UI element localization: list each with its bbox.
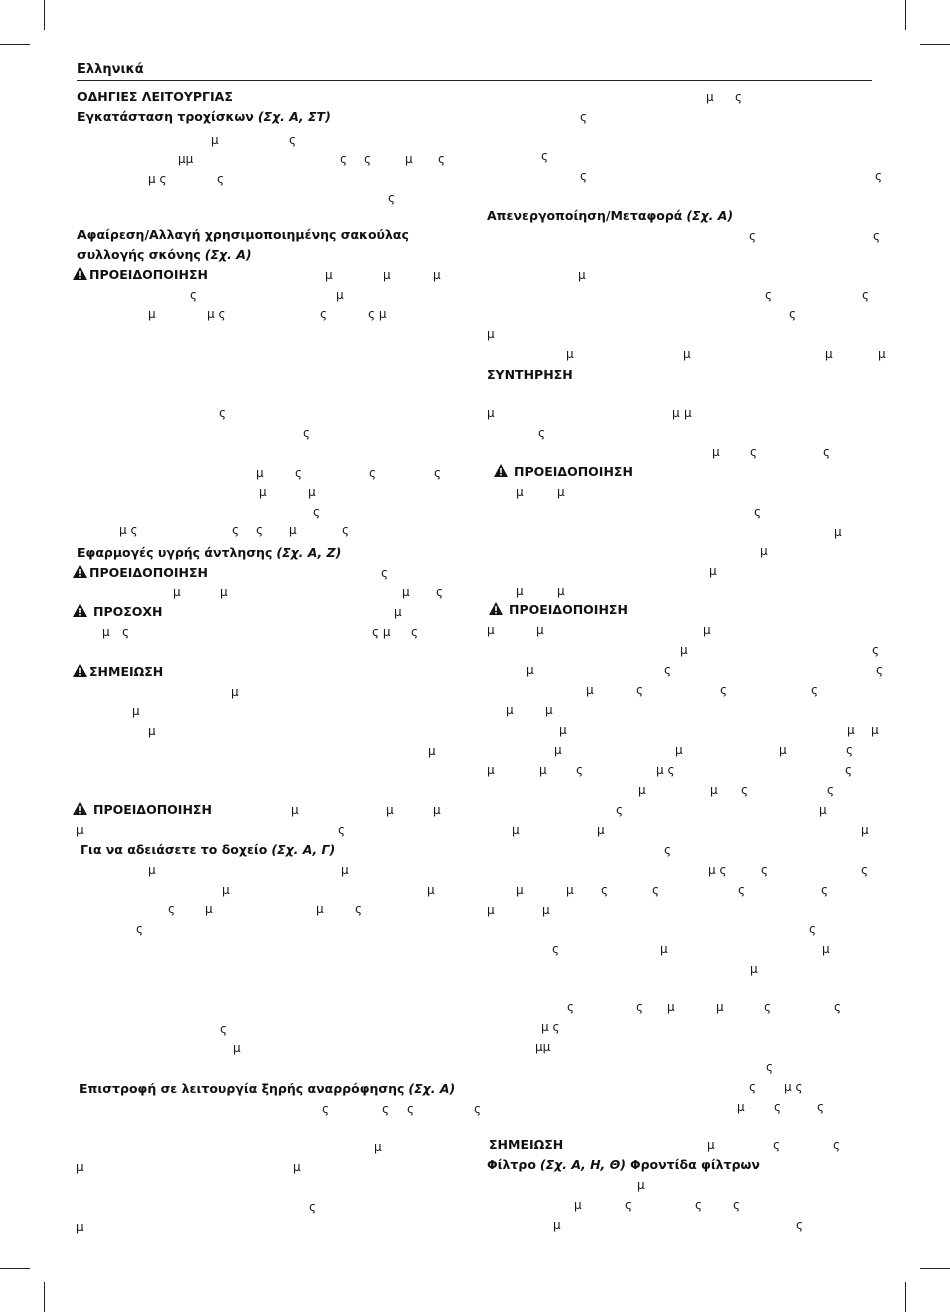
text-fragment: ς bbox=[382, 1102, 390, 1116]
text-fragment: μ bbox=[76, 1220, 84, 1234]
warning-triangle-icon bbox=[489, 602, 503, 615]
text-fragment: μ bbox=[487, 623, 495, 637]
text-fragment: μ bbox=[487, 763, 495, 777]
empty-title: Για να αδειάσετε το δοχείο bbox=[80, 842, 268, 857]
castor-ref: (Σχ. Α, ΣΤ) bbox=[257, 109, 331, 124]
text-fragment: μ ς bbox=[708, 863, 727, 877]
text-fragment: μ bbox=[433, 803, 441, 817]
header-rule bbox=[77, 80, 872, 81]
text-fragment: ς bbox=[580, 110, 588, 124]
warning-triangle-icon bbox=[73, 565, 87, 578]
text-fragment: μ bbox=[386, 803, 394, 817]
operating-instructions-heading: ΟΔΗΓΙΕΣ ΛΕΙΤΟΥΡΓΙΑΣ bbox=[77, 89, 233, 104]
text-fragment: ς bbox=[313, 505, 321, 519]
text-fragment: μ bbox=[341, 863, 349, 877]
text-fragment: ς bbox=[817, 1100, 825, 1114]
text-fragment: ς bbox=[846, 743, 854, 757]
transport-title: Απενεργοποίηση/Μεταφορά bbox=[487, 208, 683, 223]
text-fragment: μ bbox=[291, 803, 299, 817]
castor-section-heading bbox=[77, 109, 331, 125]
text-fragment: μ bbox=[516, 883, 524, 897]
wet-section-heading bbox=[77, 545, 341, 561]
text-fragment: ς bbox=[749, 1080, 757, 1094]
text-fragment: μ bbox=[760, 544, 768, 558]
crop-mark bbox=[905, 1282, 906, 1312]
text-fragment: μ bbox=[861, 823, 869, 837]
text-fragment: μ bbox=[597, 823, 605, 837]
text-fragment: μ ς bbox=[207, 307, 226, 321]
bag-ref: (Σχ. Α) bbox=[204, 247, 252, 262]
text-fragment: ς bbox=[355, 902, 363, 916]
text-fragment: ς bbox=[190, 288, 198, 302]
warning-text: ΠΡΟΕΙΔΟΠΟΙΗΣΗ bbox=[92, 802, 212, 817]
text-fragment: μ bbox=[256, 466, 264, 480]
text-fragment: μμ bbox=[535, 1040, 551, 1054]
text-fragment: ς bbox=[652, 883, 660, 897]
text-fragment: μ bbox=[672, 406, 680, 420]
text-fragment: μ ς bbox=[784, 1080, 803, 1094]
text-fragment: ς μ bbox=[372, 625, 391, 639]
text-fragment: μ bbox=[825, 347, 833, 361]
text-fragment: ς bbox=[342, 523, 350, 537]
note-triangle-icon bbox=[73, 664, 87, 677]
warning-label bbox=[489, 602, 628, 618]
text-fragment: ς bbox=[741, 783, 749, 797]
text-fragment: ς bbox=[823, 445, 831, 459]
text-fragment: ς bbox=[436, 585, 444, 599]
text-fragment: ς bbox=[552, 942, 560, 956]
text-fragment: ς bbox=[411, 625, 419, 639]
text-fragment: ς bbox=[580, 169, 588, 183]
text-fragment: ς bbox=[873, 229, 881, 243]
text-fragment: μ bbox=[308, 485, 316, 499]
wet-title: Εφαρμογές υγρής άντλησης bbox=[77, 545, 273, 560]
caution-text: ΠΡΟΣΟΧΗ bbox=[92, 604, 163, 619]
text-fragment: μ bbox=[553, 1218, 561, 1232]
text-fragment: μ bbox=[680, 643, 688, 657]
warning-triangle-icon bbox=[494, 464, 508, 477]
caution-label bbox=[73, 604, 163, 620]
text-fragment: μ ς bbox=[148, 172, 167, 186]
text-fragment: μ bbox=[205, 902, 213, 916]
text-fragment: ς bbox=[407, 1102, 415, 1116]
text-fragment: ς bbox=[474, 1102, 482, 1116]
text-fragment: μ bbox=[684, 406, 692, 420]
text-fragment: ς bbox=[616, 803, 624, 817]
text-fragment: ς bbox=[217, 172, 225, 186]
text-fragment: μ bbox=[516, 584, 524, 598]
text-fragment: ς bbox=[168, 902, 176, 916]
text-fragment: μ bbox=[506, 703, 514, 717]
text-fragment: ς bbox=[872, 643, 880, 657]
text-fragment: ς bbox=[750, 445, 758, 459]
text-fragment: μ bbox=[557, 584, 565, 598]
text-fragment: μ bbox=[539, 763, 547, 777]
text-fragment: μ bbox=[637, 1178, 645, 1192]
text-fragment: μ bbox=[211, 133, 219, 147]
text-fragment: μ bbox=[233, 1041, 241, 1055]
text-fragment: ς bbox=[875, 169, 883, 183]
text-fragment: μμ bbox=[178, 152, 194, 166]
text-fragment: ς bbox=[320, 307, 328, 321]
text-fragment: ς bbox=[695, 1198, 703, 1212]
bag-section-heading bbox=[77, 247, 252, 263]
text-fragment: ς bbox=[136, 922, 144, 936]
text-fragment: μ bbox=[710, 783, 718, 797]
text-fragment: μ bbox=[289, 523, 297, 537]
text-fragment: ς bbox=[338, 823, 346, 837]
text-fragment: μ bbox=[638, 783, 646, 797]
text-fragment: ς bbox=[773, 1138, 781, 1152]
text-fragment: ς bbox=[765, 288, 773, 302]
text-fragment: μ bbox=[148, 724, 156, 738]
caution-triangle-icon bbox=[73, 604, 87, 617]
text-fragment: ς bbox=[636, 1000, 644, 1014]
text-fragment: μ bbox=[427, 883, 435, 897]
text-fragment: μ ς bbox=[656, 763, 675, 777]
text-fragment: ς bbox=[664, 663, 672, 677]
text-fragment: ς bbox=[122, 625, 130, 639]
text-fragment: μ bbox=[737, 1100, 745, 1114]
text-fragment: ς bbox=[664, 843, 672, 857]
text-fragment: μ bbox=[660, 942, 668, 956]
text-fragment: μ bbox=[707, 1138, 715, 1152]
text-fragment: μ bbox=[316, 902, 324, 916]
text-fragment: μ bbox=[394, 605, 402, 619]
text-fragment: μ bbox=[706, 90, 714, 104]
text-fragment: ς bbox=[567, 1000, 575, 1014]
bag-title-line-2: συλλογής σκόνης bbox=[77, 247, 201, 262]
text-fragment: μ bbox=[559, 723, 567, 737]
text-fragment: ς bbox=[364, 152, 372, 166]
text-fragment: ς bbox=[761, 863, 769, 877]
text-fragment: μ bbox=[325, 268, 333, 282]
text-fragment: ς bbox=[735, 90, 743, 104]
text-fragment: ς bbox=[381, 566, 389, 580]
text-fragment: ς bbox=[388, 191, 396, 205]
text-fragment: μ bbox=[487, 406, 495, 420]
text-fragment: ς bbox=[749, 229, 757, 243]
text-fragment: μ bbox=[76, 1160, 84, 1174]
text-fragment: ς bbox=[636, 683, 644, 697]
text-fragment: μ bbox=[545, 703, 553, 717]
text-fragment: ς bbox=[789, 307, 797, 321]
crop-mark bbox=[44, 0, 45, 30]
warning-text: ΠΡΟΕΙΔΟΠΟΙΗΣΗ bbox=[89, 267, 208, 282]
warning-label bbox=[73, 267, 208, 283]
text-fragment: ς bbox=[625, 1198, 633, 1212]
filter-section-heading bbox=[487, 1157, 760, 1173]
text-fragment: μ bbox=[578, 268, 586, 282]
text-fragment: ς bbox=[845, 763, 853, 777]
transport-ref: (Σχ. Α) bbox=[686, 208, 734, 223]
text-fragment: ς bbox=[340, 152, 348, 166]
text-fragment: μ bbox=[76, 823, 84, 837]
text-fragment: μ bbox=[712, 445, 720, 459]
warning-text: ΠΡΟΕΙΔΟΠΟΙΗΣΗ bbox=[513, 464, 633, 479]
text-fragment: ς bbox=[295, 466, 303, 480]
text-fragment: ς bbox=[738, 883, 746, 897]
warning-label bbox=[494, 464, 633, 480]
text-fragment: ς bbox=[576, 763, 584, 777]
text-fragment: μ bbox=[516, 485, 524, 499]
warning-text: ΠΡΟΕΙΔΟΠΟΙΗΣΗ bbox=[89, 565, 208, 580]
text-fragment: μ bbox=[173, 585, 181, 599]
note-label bbox=[73, 664, 163, 680]
text-fragment: μ bbox=[405, 152, 413, 166]
filter-ref: (Σχ. Α, Η, Θ) bbox=[539, 1157, 626, 1172]
text-fragment: ς bbox=[821, 883, 829, 897]
empty-ref: (Σχ. Α, Γ) bbox=[271, 842, 336, 857]
text-fragment: ς bbox=[733, 1198, 741, 1212]
language-header: Ελληνικά bbox=[77, 62, 144, 77]
text-fragment: μ ς bbox=[541, 1020, 560, 1034]
text-fragment: ς bbox=[538, 426, 546, 440]
filter-title: Φίλτρο bbox=[487, 1157, 536, 1172]
text-fragment: ς bbox=[876, 663, 884, 677]
text-fragment: ς bbox=[256, 523, 264, 537]
text-fragment: μ bbox=[683, 347, 691, 361]
text-fragment: μ bbox=[231, 685, 239, 699]
text-fragment: ς bbox=[219, 406, 227, 420]
text-fragment: μ bbox=[293, 1160, 301, 1174]
text-fragment: μ bbox=[536, 623, 544, 637]
text-fragment: ς bbox=[289, 133, 297, 147]
text-fragment: μ bbox=[586, 683, 594, 697]
text-fragment: ς bbox=[309, 1200, 317, 1214]
text-fragment: μ bbox=[220, 585, 228, 599]
text-fragment: μ bbox=[557, 485, 565, 499]
text-fragment: μ bbox=[675, 743, 683, 757]
crop-mark bbox=[0, 44, 30, 45]
text-fragment: μ bbox=[383, 268, 391, 282]
text-fragment: μ bbox=[542, 903, 550, 917]
text-fragment: ς bbox=[774, 1100, 782, 1114]
warning-text: ΠΡΟΕΙΔΟΠΟΙΗΣΗ bbox=[508, 602, 628, 617]
text-fragment: μ bbox=[148, 307, 156, 321]
warning-label bbox=[73, 802, 212, 818]
dry-section-heading bbox=[79, 1081, 455, 1097]
text-fragment: ς bbox=[764, 1000, 772, 1014]
text-fragment: ς bbox=[834, 1000, 842, 1014]
text-fragment: ς bbox=[766, 1060, 774, 1074]
text-fragment: μ bbox=[667, 1000, 675, 1014]
text-fragment: μ bbox=[374, 1140, 382, 1154]
text-fragment: ς bbox=[220, 1022, 228, 1036]
text-fragment: ς bbox=[303, 426, 311, 440]
text-fragment: μ bbox=[750, 962, 758, 976]
text-fragment: μ bbox=[847, 723, 855, 737]
text-fragment: μ ς bbox=[119, 523, 138, 537]
castor-title: Εγκατάσταση τροχίσκων bbox=[77, 109, 254, 124]
maintenance-heading: ΣΥΝΤΗΡΗΣΗ bbox=[487, 367, 573, 382]
crop-mark bbox=[0, 1268, 30, 1269]
text-fragment: μ bbox=[554, 743, 562, 757]
text-fragment: μ bbox=[878, 347, 886, 361]
text-fragment: μ bbox=[132, 704, 140, 718]
text-fragment: μ bbox=[259, 485, 267, 499]
text-fragment: μ bbox=[222, 883, 230, 897]
text-fragment: μ bbox=[487, 903, 495, 917]
text-fragment: μ bbox=[402, 585, 410, 599]
crop-mark bbox=[44, 1282, 45, 1312]
text-fragment: μ bbox=[566, 347, 574, 361]
dry-title: Επιστροφή σε λειτουργία ξηρής αναρρόφησης bbox=[79, 1081, 405, 1096]
text-fragment: ς bbox=[861, 863, 869, 877]
text-fragment: ς bbox=[827, 783, 835, 797]
empty-section-heading bbox=[80, 842, 335, 858]
dry-ref: (Σχ. Α) bbox=[408, 1081, 456, 1096]
crop-mark bbox=[920, 1268, 950, 1269]
text-fragment: ς bbox=[434, 466, 442, 480]
text-fragment: ς bbox=[809, 922, 817, 936]
text-fragment: ς bbox=[754, 505, 762, 519]
text-fragment: μ bbox=[716, 1000, 724, 1014]
note-text: ΣΗΜΕΙΩΣΗ bbox=[89, 664, 164, 679]
text-fragment: μ bbox=[336, 288, 344, 302]
text-fragment: ς bbox=[232, 523, 240, 537]
warning-triangle-icon bbox=[73, 267, 87, 280]
crop-mark bbox=[920, 44, 950, 45]
text-fragment: μ bbox=[566, 883, 574, 897]
text-fragment: μ bbox=[779, 743, 787, 757]
filter-care-title: Φροντίδα φίλτρων bbox=[629, 1157, 760, 1172]
text-fragment: ς μ bbox=[368, 307, 387, 321]
text-fragment: μ bbox=[526, 663, 534, 677]
text-fragment: ς bbox=[833, 1138, 841, 1152]
text-fragment: μ bbox=[709, 564, 717, 578]
text-fragment: ς bbox=[541, 149, 549, 163]
text-fragment: ς bbox=[862, 288, 870, 302]
text-fragment: μ bbox=[428, 744, 436, 758]
warning-triangle-icon bbox=[73, 802, 87, 815]
text-fragment: ς bbox=[601, 883, 609, 897]
text-fragment: ς bbox=[322, 1102, 330, 1116]
crop-mark bbox=[905, 0, 906, 30]
warning-label bbox=[73, 565, 208, 581]
text-fragment: ς bbox=[438, 152, 446, 166]
text-fragment: μ bbox=[148, 863, 156, 877]
text-fragment: μ bbox=[871, 723, 879, 737]
text-fragment: ς bbox=[796, 1218, 804, 1232]
text-fragment: ς bbox=[811, 683, 819, 697]
text-fragment: μ bbox=[574, 1198, 582, 1212]
text-fragment: μ bbox=[487, 327, 495, 341]
transport-section-heading bbox=[487, 208, 733, 224]
text-fragment: μ bbox=[703, 623, 711, 637]
note-heading: ΣΗΜΕΙΩΣΗ bbox=[489, 1137, 564, 1152]
text-fragment: μ bbox=[834, 525, 842, 539]
text-fragment: ς bbox=[720, 683, 728, 697]
text-fragment: ς bbox=[369, 466, 377, 480]
text-fragment: μ bbox=[819, 803, 827, 817]
text-fragment: μ bbox=[102, 625, 110, 639]
bag-title-line-1: Αφαίρεση/Αλλαγή χρησιμοποιημένης σακούλας bbox=[77, 227, 409, 242]
text-fragment: μ bbox=[512, 823, 520, 837]
text-fragment: μ bbox=[433, 268, 441, 282]
text-fragment: μ bbox=[822, 942, 830, 956]
wet-ref: (Σχ. Α, Ζ) bbox=[276, 545, 342, 560]
